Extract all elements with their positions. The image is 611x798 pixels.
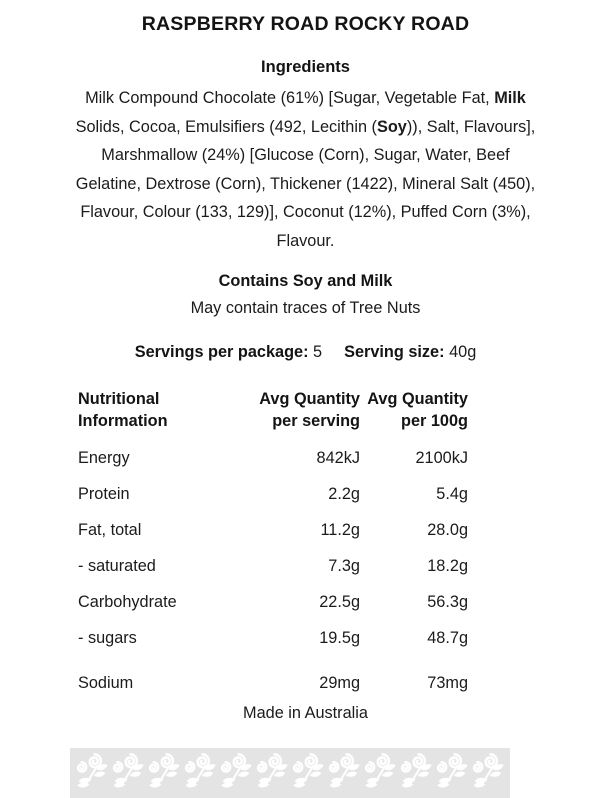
column-header-per-serving-line2: per serving — [272, 412, 360, 430]
may-contain-allergen-statement: May contain traces of Tree Nuts — [190, 299, 421, 317]
column-header-nutrient — [78, 388, 248, 448]
nutrient-name: Sodium — [78, 674, 134, 692]
nutrition-table-body — [78, 448, 468, 709]
country-of-origin: Made in Australia — [243, 704, 368, 722]
allergen-emphasis: Milk — [494, 89, 526, 107]
column-header-per-100g — [360, 388, 468, 448]
nutrient-per-serving: 842kJ — [316, 449, 360, 467]
ingredients-heading: Ingredients — [261, 58, 350, 76]
serving-size-value: 40g — [449, 343, 477, 361]
nutrient-name: Protein — [78, 485, 130, 503]
floral-rose-border-icon — [70, 748, 510, 798]
rose-motif-icon — [108, 748, 144, 798]
rose-motif-icon — [396, 748, 432, 798]
rose-motif-icon — [468, 748, 504, 798]
nutrient-per-serving: 22.5g — [319, 593, 360, 611]
nutrient-per-serving: 11.2g — [320, 521, 360, 539]
column-header-per-serving-line1: Avg Quantity — [259, 390, 360, 408]
table-row — [78, 592, 468, 628]
column-header-per-serving — [248, 388, 360, 448]
rose-motif-icon — [144, 748, 180, 798]
table-header-row — [78, 388, 468, 448]
nutrient-name: Energy — [78, 449, 130, 467]
servings-summary — [0, 343, 611, 362]
rose-motif-icon — [360, 748, 396, 798]
rose-motif-icon — [432, 748, 468, 798]
ingredients-text: Milk Compound Chocolate (61%) [Sugar, Vegetable Fat, Milk Solids, Cocoa, Emulsifiers (492, Lecithin (Soy)), Salt, Flavours], Marshmallow (24%) [Glucose (Corn), Sugar, Water, Beef Gelatine, Dextrose (Corn), Thickener (1422), Mineral Salt (450), Flavour, Colour (133, 129)], Coconut (12%), Puffed Corn (3%), Flavour. — [75, 89, 536, 250]
table-row — [78, 484, 468, 520]
column-header-nutrient-line2: Information — [78, 412, 168, 430]
serving-size-label: Serving size: — [344, 343, 445, 361]
servings-per-package-value: 5 — [313, 343, 323, 361]
table-row — [78, 520, 468, 556]
page-title: RASPBERRY ROAD ROCKY ROAD — [141, 13, 470, 35]
rose-motif-icon — [324, 748, 360, 798]
nutrient-name: Carbohydrate — [78, 593, 177, 611]
rose-motif-icon — [216, 748, 252, 798]
contains-allergen-statement: Contains Soy and Milk — [218, 272, 393, 290]
nutrient-name: - saturated — [78, 557, 156, 575]
nutrient-per-serving: 19.5g — [319, 629, 360, 647]
table-row — [78, 664, 468, 709]
nutrient-name: - sugars — [78, 629, 137, 647]
column-header-per-100g-line1: Avg Quantity — [367, 390, 468, 408]
nutrient-per-100g: 5.4g — [436, 485, 468, 503]
nutrition-information-table — [78, 388, 468, 709]
nutrient-per-serving: 7.3g — [328, 557, 360, 575]
nutrient-per-100g: 28.0g — [427, 521, 468, 539]
nutrient-per-serving: 2.2g — [328, 485, 360, 503]
allergen-emphasis: Soy — [376, 117, 407, 136]
nutrient-per-serving: 29mg — [319, 674, 360, 692]
nutrient-per-100g: 48.7g — [427, 629, 468, 647]
rose-motif-icon — [72, 748, 108, 798]
column-header-per-100g-line2: per 100g — [401, 412, 468, 430]
rose-motif-icon — [288, 748, 324, 798]
nutrient-per-100g: 56.3g — [427, 593, 468, 611]
nutrient-name: Fat, total — [78, 521, 142, 539]
nutrient-per-100g: 2100kJ — [415, 449, 468, 467]
nutrient-per-100g: 18.2g — [427, 557, 468, 575]
column-header-nutrient-line1: Nutritional — [78, 390, 160, 408]
table-row — [78, 556, 468, 592]
servings-per-package-label: Servings per package: — [134, 343, 309, 361]
rose-motif-icon — [180, 748, 216, 798]
rose-motif-icon — [252, 748, 288, 798]
nutrient-per-100g: 73mg — [427, 674, 468, 692]
table-row — [78, 448, 468, 484]
table-row — [78, 628, 468, 664]
